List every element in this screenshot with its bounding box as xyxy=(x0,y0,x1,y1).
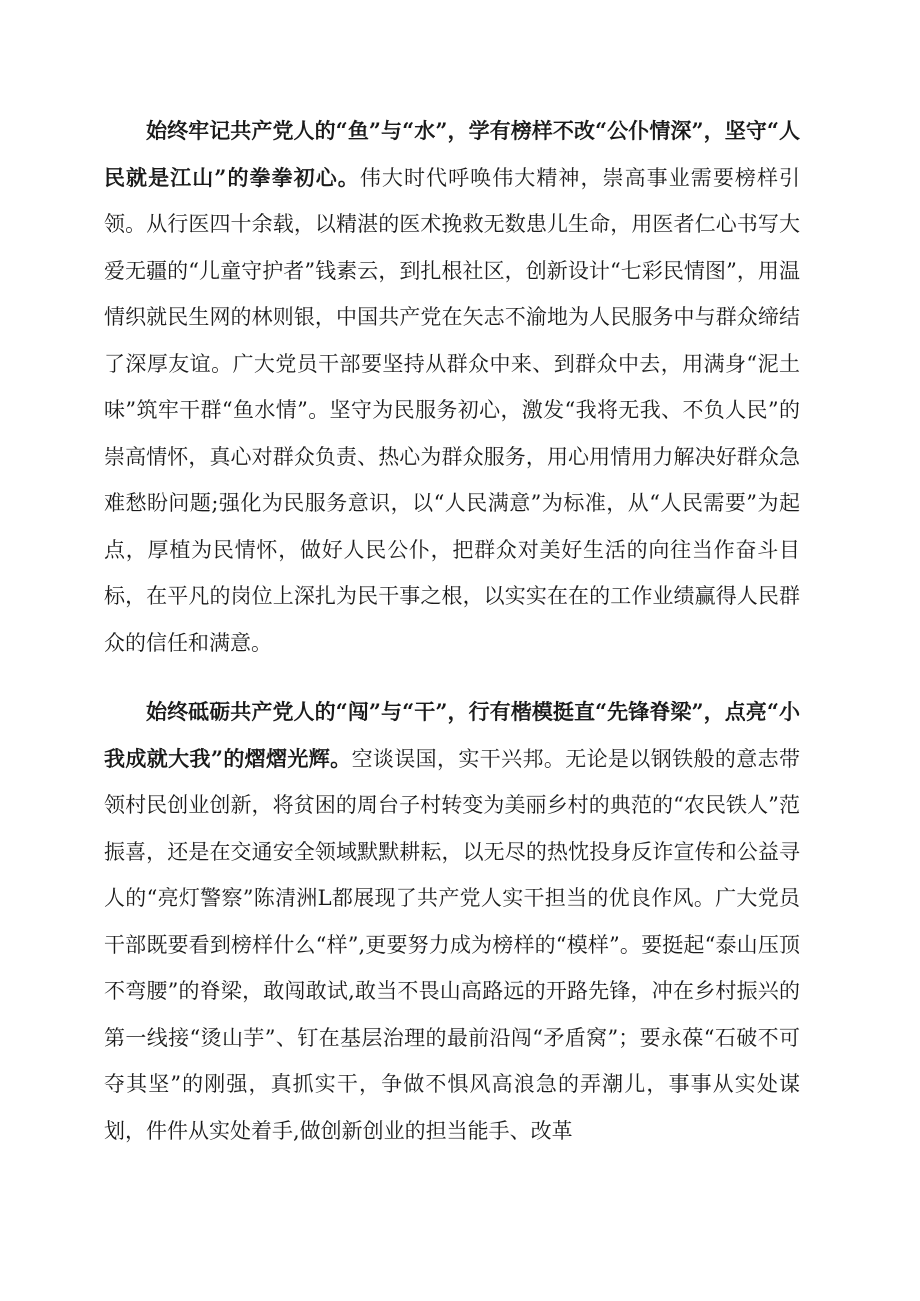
paragraph-2 xyxy=(104,689,800,1154)
paragraph-1-lead-sentence: 始终牢记共产党人的“鱼”与“水”，学有榜样不改“公仆情深”，坚守“人民就是江山”的拳拳初心。 xyxy=(104,118,800,190)
paragraph-1 xyxy=(104,108,800,666)
paragraph-2-body-text: 空谈误国，实干兴邦。无论是以钢铁般的意志带领村民创业创新，将贫困的周台子村转变为美丽乡村的典范的“农民铁人”范振喜，还是在交通安全领域默默耕耘，以无尽的热忱投身反诈宣传和公益寻人的“亮灯警察”陈清洲L都展现了共产党人实干担当的优良作风。广大党员干部既要看到榜样什么“样”,更要努力成为榜样的“模样”。要挺起“泰山压顶不弯腰”的脊梁，敢闯敢试,敢当不畏山高路远的开路先锋，冲在乡村振兴的第一线接“烫山芋”、钉在基层治理的最前沿闯“矛盾窝”；要永葆“石破不可夺其坚”的刚强，真抓实干，争做不惧风高浪急的弄潮儿，事事从实处谋划，件件从实处着手,做创新创业的担当能手、改革 xyxy=(104,746,801,1143)
paragraph-2-lead-sentence: 始终砥砺共产党人的“闯”与“干”，行有楷模挺直“先锋脊梁”，点亮“小我成就大我”的熠熠光辉。 xyxy=(104,699,800,771)
paragraph-1-body-text: 伟大时代呼唤伟大精神，崇高事业需要榜样引领。从行医四十余载，以精湛的医术挽救无数患儿生命，用医者仁心书写大爱无疆的“儿童守护者”钱素云，到扎根社区，创新设计“七彩民情图”，用温情织就民生网的林则银，中国共产党在矢志不渝地为人民服务中与群众缔结了深厚友谊。广大党员干部要坚持从群众中来、到群众中去，用满身“泥土味”筑牢干群“鱼水情”。坚守为民服务初心，激发“我将无我、不负人民”的崇高情怀，真心对群众负责、热心为群众服务，用心用情用力解决好群众急难愁盼问题;强化为民服务意识，以“人民满意”为标准，从“人民需要”为起点，厚植为民情怀，做好人民公仆，把群众对美好生活的向往当作奋斗目标，在平凡的岗位上深扎为民干事之根，以实实在在的工作业绩赢得人民群众的信任和满意。 xyxy=(104,165,801,655)
